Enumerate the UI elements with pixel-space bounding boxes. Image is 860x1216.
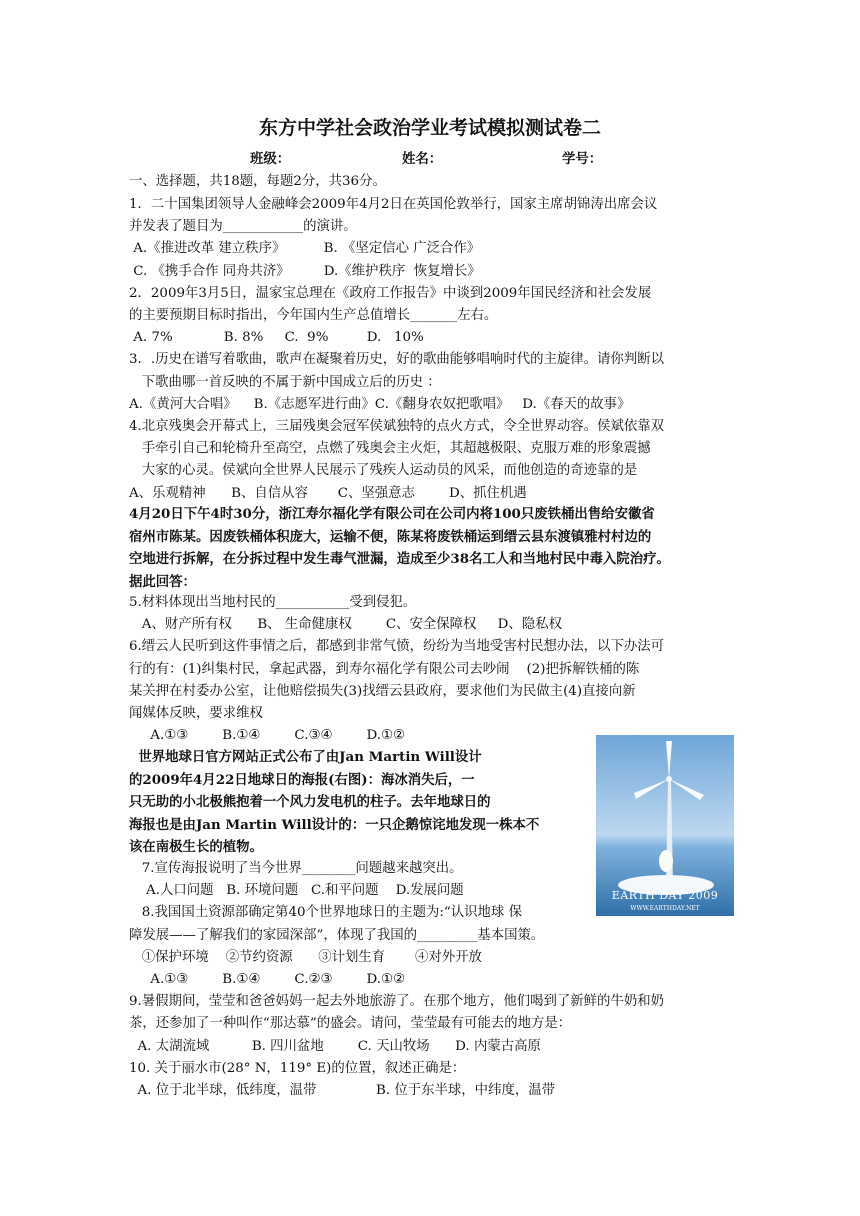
text-line: 空地进行拆解，在分拆过程中发生毒气泄漏，造成至少38名工人和当地村民中毒入院治疗。 bbox=[129, 551, 670, 567]
text-line: 8.我国国土资源部确定第40个世界地球日的主题为:“认识地球 保 bbox=[129, 905, 522, 921]
text-line: 该在南极生长的植物。 bbox=[129, 839, 263, 856]
text-line: 据此回答： bbox=[129, 573, 196, 590]
text-line: 宿州市陈某。因废铁桶体积庞大，运输不便，陈某将废铁桶运到缙云县东渡镇雅村村边的 bbox=[129, 528, 652, 545]
class-label: 班级： bbox=[250, 151, 291, 167]
text-line: A. 位于北半球，低纬度，温带 B. 位于东半球，中纬度，温带 bbox=[129, 1083, 556, 1098]
text-line: A、财产所有权 B、 生命健康权 C、安全保障权 D、隐私权 bbox=[129, 617, 562, 633]
poster-url: WWW.EARTHDAY.NET bbox=[630, 905, 700, 912]
text-line: A.①③ B.①④ C.③④ D.①② bbox=[129, 728, 406, 744]
text-line: 并发表了题目为____________的演讲。 bbox=[129, 219, 357, 235]
text-line: 7.宣传海报说明了当今世界________问题越来越突出。 bbox=[129, 861, 463, 876]
text-line: 4.北京残奥会开幕式上，三届残奥会冠军侯斌独特的点火方式，令全世界动容。侯斌依靠双 bbox=[129, 419, 665, 434]
text-line: 闻媒体反映，要求维权 bbox=[129, 706, 263, 721]
text-line: A.人口问题 B. 环境问题 C.和平问题 D.发展问题 bbox=[129, 883, 464, 899]
text-line: 4月20日下午4时30分，浙江寿尔福化学有限公司在公司内将100只废铁桶出售给安徽省 bbox=[129, 506, 655, 522]
text-line: 的主要预期目标时指出，今年国内生产总值增长_______左右。 bbox=[129, 308, 498, 323]
text-line: 某关押在村委办公室，让他赔偿损失(3)找缙云县政府，要求他们为民做主(4)直接向新 bbox=[129, 683, 636, 699]
text-line: 5.材料体现出当地村民的___________受到侵犯。 bbox=[129, 595, 417, 610]
text-line: 茶，还参加了一种叫作“那达慕”的盛会。请问，莹莹最有可能去的地方是： bbox=[129, 1016, 572, 1032]
text-line: A.《推进改革 建立秩序》 B. 《坚定信心 广泛合作》 bbox=[129, 241, 481, 257]
page-title: 东方中学社会政治学业考试模拟测试卷二 bbox=[258, 117, 601, 139]
text-line: A.①③ B.①④ C.②③ D.①② bbox=[129, 972, 406, 987]
text-line: 9.暑假期间，莹莹和爸爸妈妈一起去外地旅游了。在那个地方，他们喝到了新鲜的牛奶和奶 bbox=[129, 994, 665, 1010]
text-line: 世界地球日官方网站正式公布了由Jan Martin Will设计 bbox=[129, 749, 482, 765]
student-id-label: 学号： bbox=[562, 151, 603, 167]
text-line: A. 7% B. 8% C. 9% D. 10% bbox=[129, 330, 424, 346]
text-line: 3．.历史在谱写着歌曲，歌声在凝聚着历史，好的歌曲能够唱响时代的主旋律。请你判断以 bbox=[129, 352, 665, 368]
text-line: 1．二十国集团领导人金融峰会2009年4月2日在英国伦敦举行，国家主席胡锦涛出席会议 bbox=[129, 197, 658, 212]
text-line: 大家的心灵。侯斌向全世界人民展示了残疾人运动员的风采，而他创造的奇迹靠的是 bbox=[129, 463, 638, 479]
text-line: 海报也是由Jan Martin Will设计的：一只企鹅惊诧地发现一株本不 bbox=[129, 816, 540, 833]
text-line: 10. 关于丽水市(28° N，119° E)的位置，叙述正确是： bbox=[129, 1060, 466, 1076]
section-heading: 一、选择题，共18题，每题2分，共36分。 bbox=[129, 174, 386, 189]
text-line: A.《黄河大合唱》 B.《志愿军进行曲》C.《翻身农奴把歌唱》 D.《春天的故事》 bbox=[129, 396, 631, 412]
text-line: A. 太湖流域 B. 四川盆地 C. 天山牧场 D. 内蒙古高原 bbox=[129, 1038, 541, 1054]
text-line: A、乐观精神 B、自信从容 C、坚强意志 D、抓住机遇 bbox=[129, 485, 527, 501]
text-line: 手牵引自己和轮椅升至高空，点燃了残奥会主火炬，其超越极限、克服万难的形象震撼 bbox=[129, 441, 651, 457]
text-line: 只无助的小北极熊抱着一个风力发电机的柱子。去年地球日的 bbox=[129, 794, 491, 811]
earth-day-poster bbox=[596, 735, 734, 916]
text-line: 的2009年4月22日地球日的海报(右图)：海冰消失后，一 bbox=[129, 771, 475, 788]
text-line: C. 《携手合作 同舟共济》 D.《维护秩序 恢复增长》 bbox=[129, 263, 481, 279]
name-label: 姓名： bbox=[402, 151, 443, 167]
text-line: ①保护环境 ②节约资源 ③计划生育 ④对外开放 bbox=[129, 949, 482, 965]
text-line: 6.缙云人民听到这件事情之后，都感到非常气愤，纷纷为当地受害村民想办法，以下办法可 bbox=[129, 639, 665, 655]
text-line: 障发展——了解我们的家园深部”，体现了我国的_________基本国策。 bbox=[129, 927, 545, 943]
text-line: 下歌曲哪一首反映的不属于新中国成立后的历史 ： bbox=[129, 374, 441, 390]
poster-caption: EARTH DAY 2009 bbox=[611, 889, 719, 902]
text-line: 2．2009年3月5日，温家宝总理在《政府工作报告》中谈到2009年国民经济和社会发展 bbox=[129, 285, 652, 301]
text-line: 行的有：(1)纠集村民，拿起武器，到寿尔福化学有限公司去吵闹 (2)把拆解铁桶的陈 bbox=[129, 661, 640, 677]
